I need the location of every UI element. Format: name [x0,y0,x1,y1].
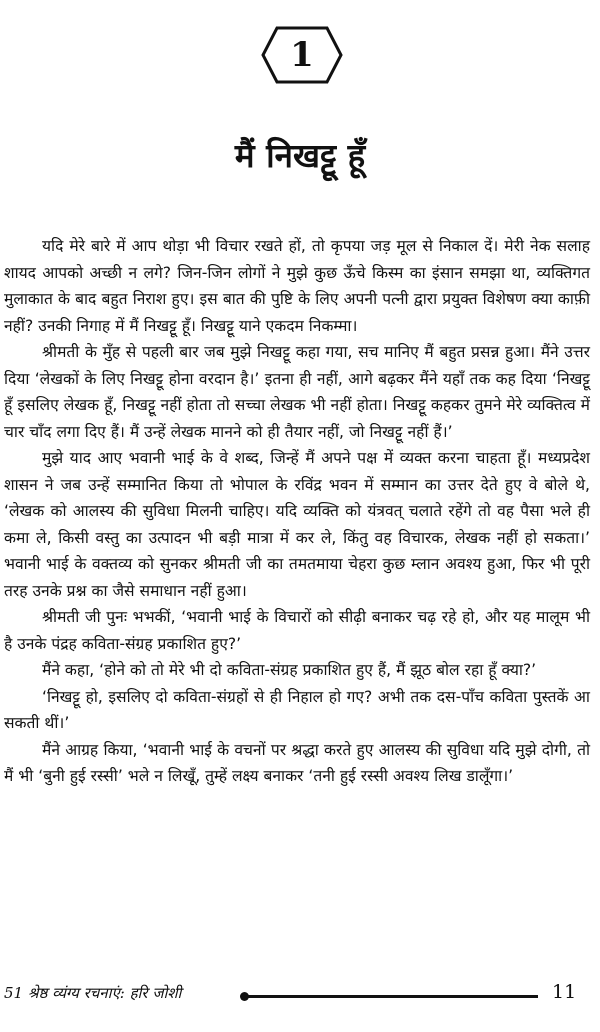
paragraph: ‘निखट्टू हो, इसलिए दो कविता-संग्रहों से ही निहाल हो गए? अभी तक दस-पाँच कविता पुस्तकें आ सकती थीं।’ [4,687,590,732]
chapter-body [4,233,590,790]
paragraph: मैंने आग्रह किया, ‘भवानी भाई के वचनों पर श्रद्धा करते हुए आलस्य की सुविधा यदि मुझे दोगी, तो मैं भी ‘बुनी हुई रस्सी’ भले न लिखूँ, तुम्हें लक्ष्य बनाकर ‘तनी हुई रस्सी अवश्य लिख डालूँगा।’ [4,740,590,785]
paragraph: मैंने कहा, ‘होने को तो मेरे भी दो कविता-संग्रह प्रकाशित हुए हैं, मैं झूठ बोल रहा हूँ क्या?’ [42,661,537,679]
paragraph: मुझे याद आए भवानी भाई के वे शब्द, जिन्हें मैं अपने पक्ष में व्यक्त करना चाहता हूँ। मध्यप्रदेश शासन ने जब उन्हें सम्मानित किया तो भोपाल के रविंद्र भवन में सम्मान का उत्तर देते हुए वे बोले थे, ‘लेखक को आलस्य की सुविधा मिलनी चाहिए। यदि व्यक्ति को यंत्रवत् चलाते रहेंगे तो वह पैसा भले ही कमा ले, किसी वस्तु का उत्पादन भी बड़ी मात्रा में कर ले, किंतु वह विचारक, लेखक नहीं हो सकता।’ भवानी भाई के वक्तव्य को सुनकर श्रीमती जी का तमतमाया चेहरा कुछ म्लान अवश्य हुआ, फिर भी पूरी तरह उनके प्रश्न का जैसे समाधान नहीं हुआ। [4,449,590,600]
footer-rule [244,995,538,998]
paragraph: श्रीमती जी पुनः भभकीं, ‘भवानी भाई के विचारों को सीढ़ी बनाकर चढ़ रहे हो, और यह मालूम भी है उनके पंद्रह कविता-संग्रह प्रकाशित हुए?’ [4,608,590,653]
page-footer [0,983,600,1011]
paragraph: यदि मेरे बारे में आप थोड़ा भी विचार रखते हों, तो कृपया जड़ मूल से निकाल दें। मेरी नेक सलाह शायद आपको अच्छी न लगे? जिन-जिन लोगों ने मुझे कुछ ऊँचे किस्म का इंसान समझा था, व्यक्तिगत मुलाकात के बाद बहुत निराश हुए। इस बात की पुष्टि के लिए अपनी पत्नी द्वारा प्रयुक्त विशेषण क्या काफ़ी नहीं? उनकी निगाह में मैं निखट्टू हूँ। निखट्टू याने एकदम निकम्मा। [4,237,590,335]
chapter-number-badge [261,26,343,84]
paragraph: श्रीमती के मुँह से पहली बार जब मुझे निखट्टू कहा गया, सच मानिए मैं बहुत प्रसन्न हुआ। मैंने उत्तर दिया ‘लेखकों के लिए निखट्टू होना वरदान है।’ इतना ही नहीं, आगे बढ़कर मैंने यहाँ तक कह दिया ‘निखट्टू हूँ इसलिए लेखक हूँ, निखट्टू नहीं होता तो सच्चा लेखक भी नहीं होता। निखट्टू कहकर तुमने मेरे व्यक्तित्व में चार चाँद लगा दिए हैं। मैं उन्हें लेखक मानने को ही तैयार नहीं, जो निखट्टू नहीं हैं।’ [4,343,590,441]
chapter-title: मैं निखट्टू हूँ [234,136,366,175]
chapter-number: 1 [290,35,314,75]
footer-book-title: 51 श्रेष्ठ व्यंग्य रचनाएं: हरि जोशी [4,984,182,1002]
page-number: 11 [552,981,577,1003]
